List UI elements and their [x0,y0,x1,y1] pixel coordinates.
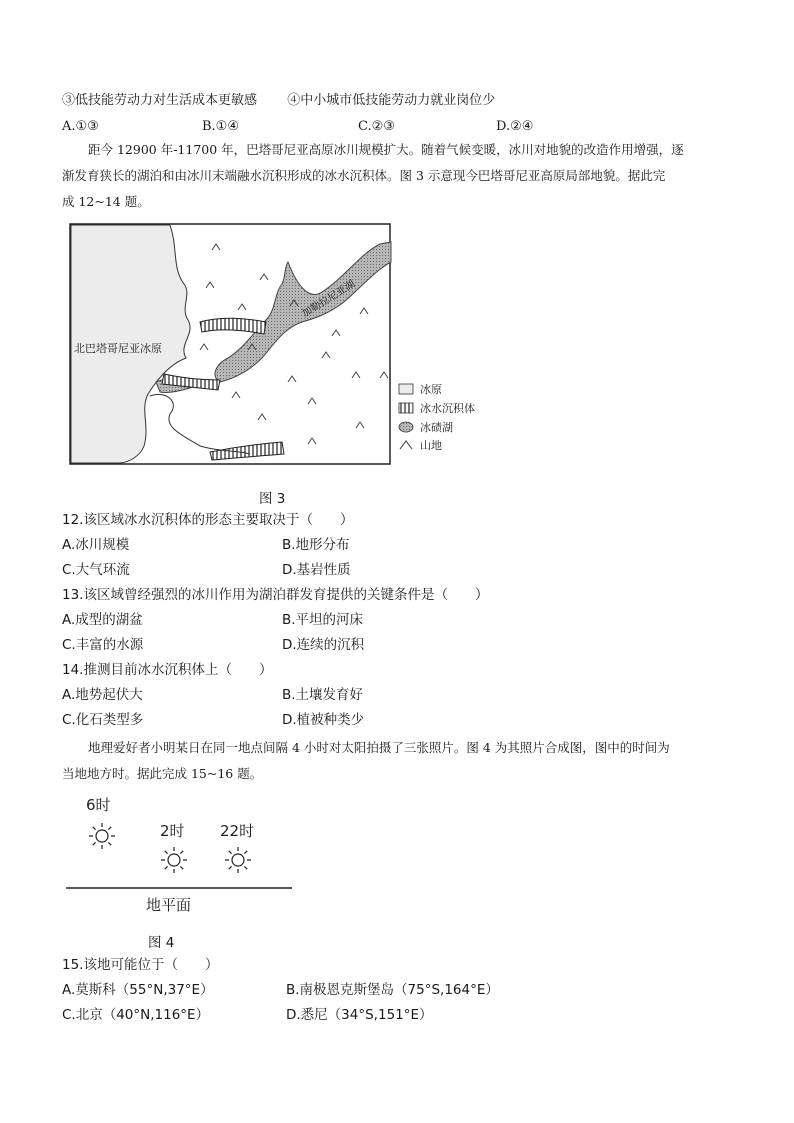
passage-1-line-3: 成 12~14 题。 [62,194,150,209]
passage-1-line-1: 距今 12900 年-11700 年，巴塔哥尼亚高原冰川规模扩大。随着气候变暖，冰川对地貌的改造作用增强，逐 [88,142,684,157]
q15-option-a[interactable]: A.莫斯科（55°N,37°E） [62,982,214,998]
question-13-stem: 13.该区域曾经强烈的冰川作用为湖泊群发育提供的关键条件是（ ） [62,587,489,603]
q13-option-a[interactable]: A.成型的湖盆 [62,612,143,628]
answer-b[interactable]: B.①④ [202,119,239,134]
q12-option-a[interactable]: A.冰川规模 [62,537,130,553]
legend [399,382,475,452]
legend-ice-swatch [399,384,413,394]
lake-label: 加勒拉尼亚湖 [300,278,358,320]
q13-option-c[interactable]: C.丰富的水源 [62,637,144,653]
q14-option-c[interactable]: C.化石类型多 [62,712,144,728]
answer-c[interactable]: C.②③ [358,119,395,134]
sun-icon-6h [89,823,115,849]
horizon-label: 地平面 [146,896,192,914]
legend-outwash-label: 冰水沉积体 [420,402,475,415]
passage-2 [62,735,734,787]
figure-4-sun-diagram [60,790,310,920]
q15-option-b[interactable]: B.南极恩克斯堡岛（75°S,164°E） [286,982,499,998]
q14-option-d[interactable]: D.植被种类少 [282,712,365,728]
q12-option-c[interactable]: C.大气环流 [62,562,130,578]
q13-option-b[interactable]: B.平坦的河床 [282,612,364,628]
question-14-stem: 14.推测目前冰水沉积体上（ ） [62,662,273,678]
q13-option-d[interactable]: D.连续的沉积 [282,637,365,653]
passage-1 [62,137,734,215]
passage-2-line-2: 当地地方时。据此完成 15~16 题。 [62,766,263,781]
legend-ice-label: 冰原 [420,383,442,396]
q14-option-a[interactable]: A.地势起伏大 [62,687,143,703]
question-15-stem: 15.该地可能位于（ ） [62,957,219,973]
figure-4-caption: 图 4 [148,935,175,951]
q14-option-b[interactable]: B.土壤发育好 [282,687,364,703]
legend-lake-label: 冰碛湖 [420,421,453,434]
time-label-2h: 2时 [160,822,185,840]
sun-icon-22h [225,847,251,873]
figure-3-map [60,218,480,474]
q12-option-b[interactable]: B.地形分布 [282,537,350,553]
legend-lake-swatch [399,422,413,432]
legend-mountain-icon [400,441,412,449]
q12-option-d[interactable]: D.基岩性质 [282,562,351,578]
q15-option-d[interactable]: D.悉尼（34°S,151°E） [286,1007,433,1023]
legend-outwash-swatch [399,403,413,413]
option-3: ③低技能劳动力对生活成本更敏感 [62,93,258,108]
icefield-label: 北巴塔哥尼亚冰原 [74,342,162,355]
time-label-22h: 22时 [220,822,255,840]
passage-1-line-2: 渐发育狭长的湖泊和由冰川末端融水沉积形成的冰水沉积体。图 3 示意现今巴塔哥尼亚高原局部地貌。据此完 [62,168,666,183]
answer-d[interactable]: D.②④ [496,119,534,134]
passage-2-line-1: 地理爱好者小明某日在同一地点间隔 4 小时对太阳拍摄了三张照片。图 4 为其照片合成图，图中的时间为 [88,740,670,755]
question-12-stem: 12.该区域冰水沉积体的形态主要取决于（ ） [62,512,354,528]
option-line-3-4 [62,92,495,110]
time-label-6h: 6时 [86,796,111,814]
q15-option-c[interactable]: C.北京（40°N,116°E） [62,1007,210,1023]
sun-icon-2h [161,847,187,873]
legend-mountain-label: 山地 [420,439,442,452]
figure-3-caption: 图 3 [259,491,286,507]
option-4: ④中小城市低技能劳动力就业岗位少 [287,93,496,108]
answer-a[interactable]: A.①③ [62,119,99,134]
